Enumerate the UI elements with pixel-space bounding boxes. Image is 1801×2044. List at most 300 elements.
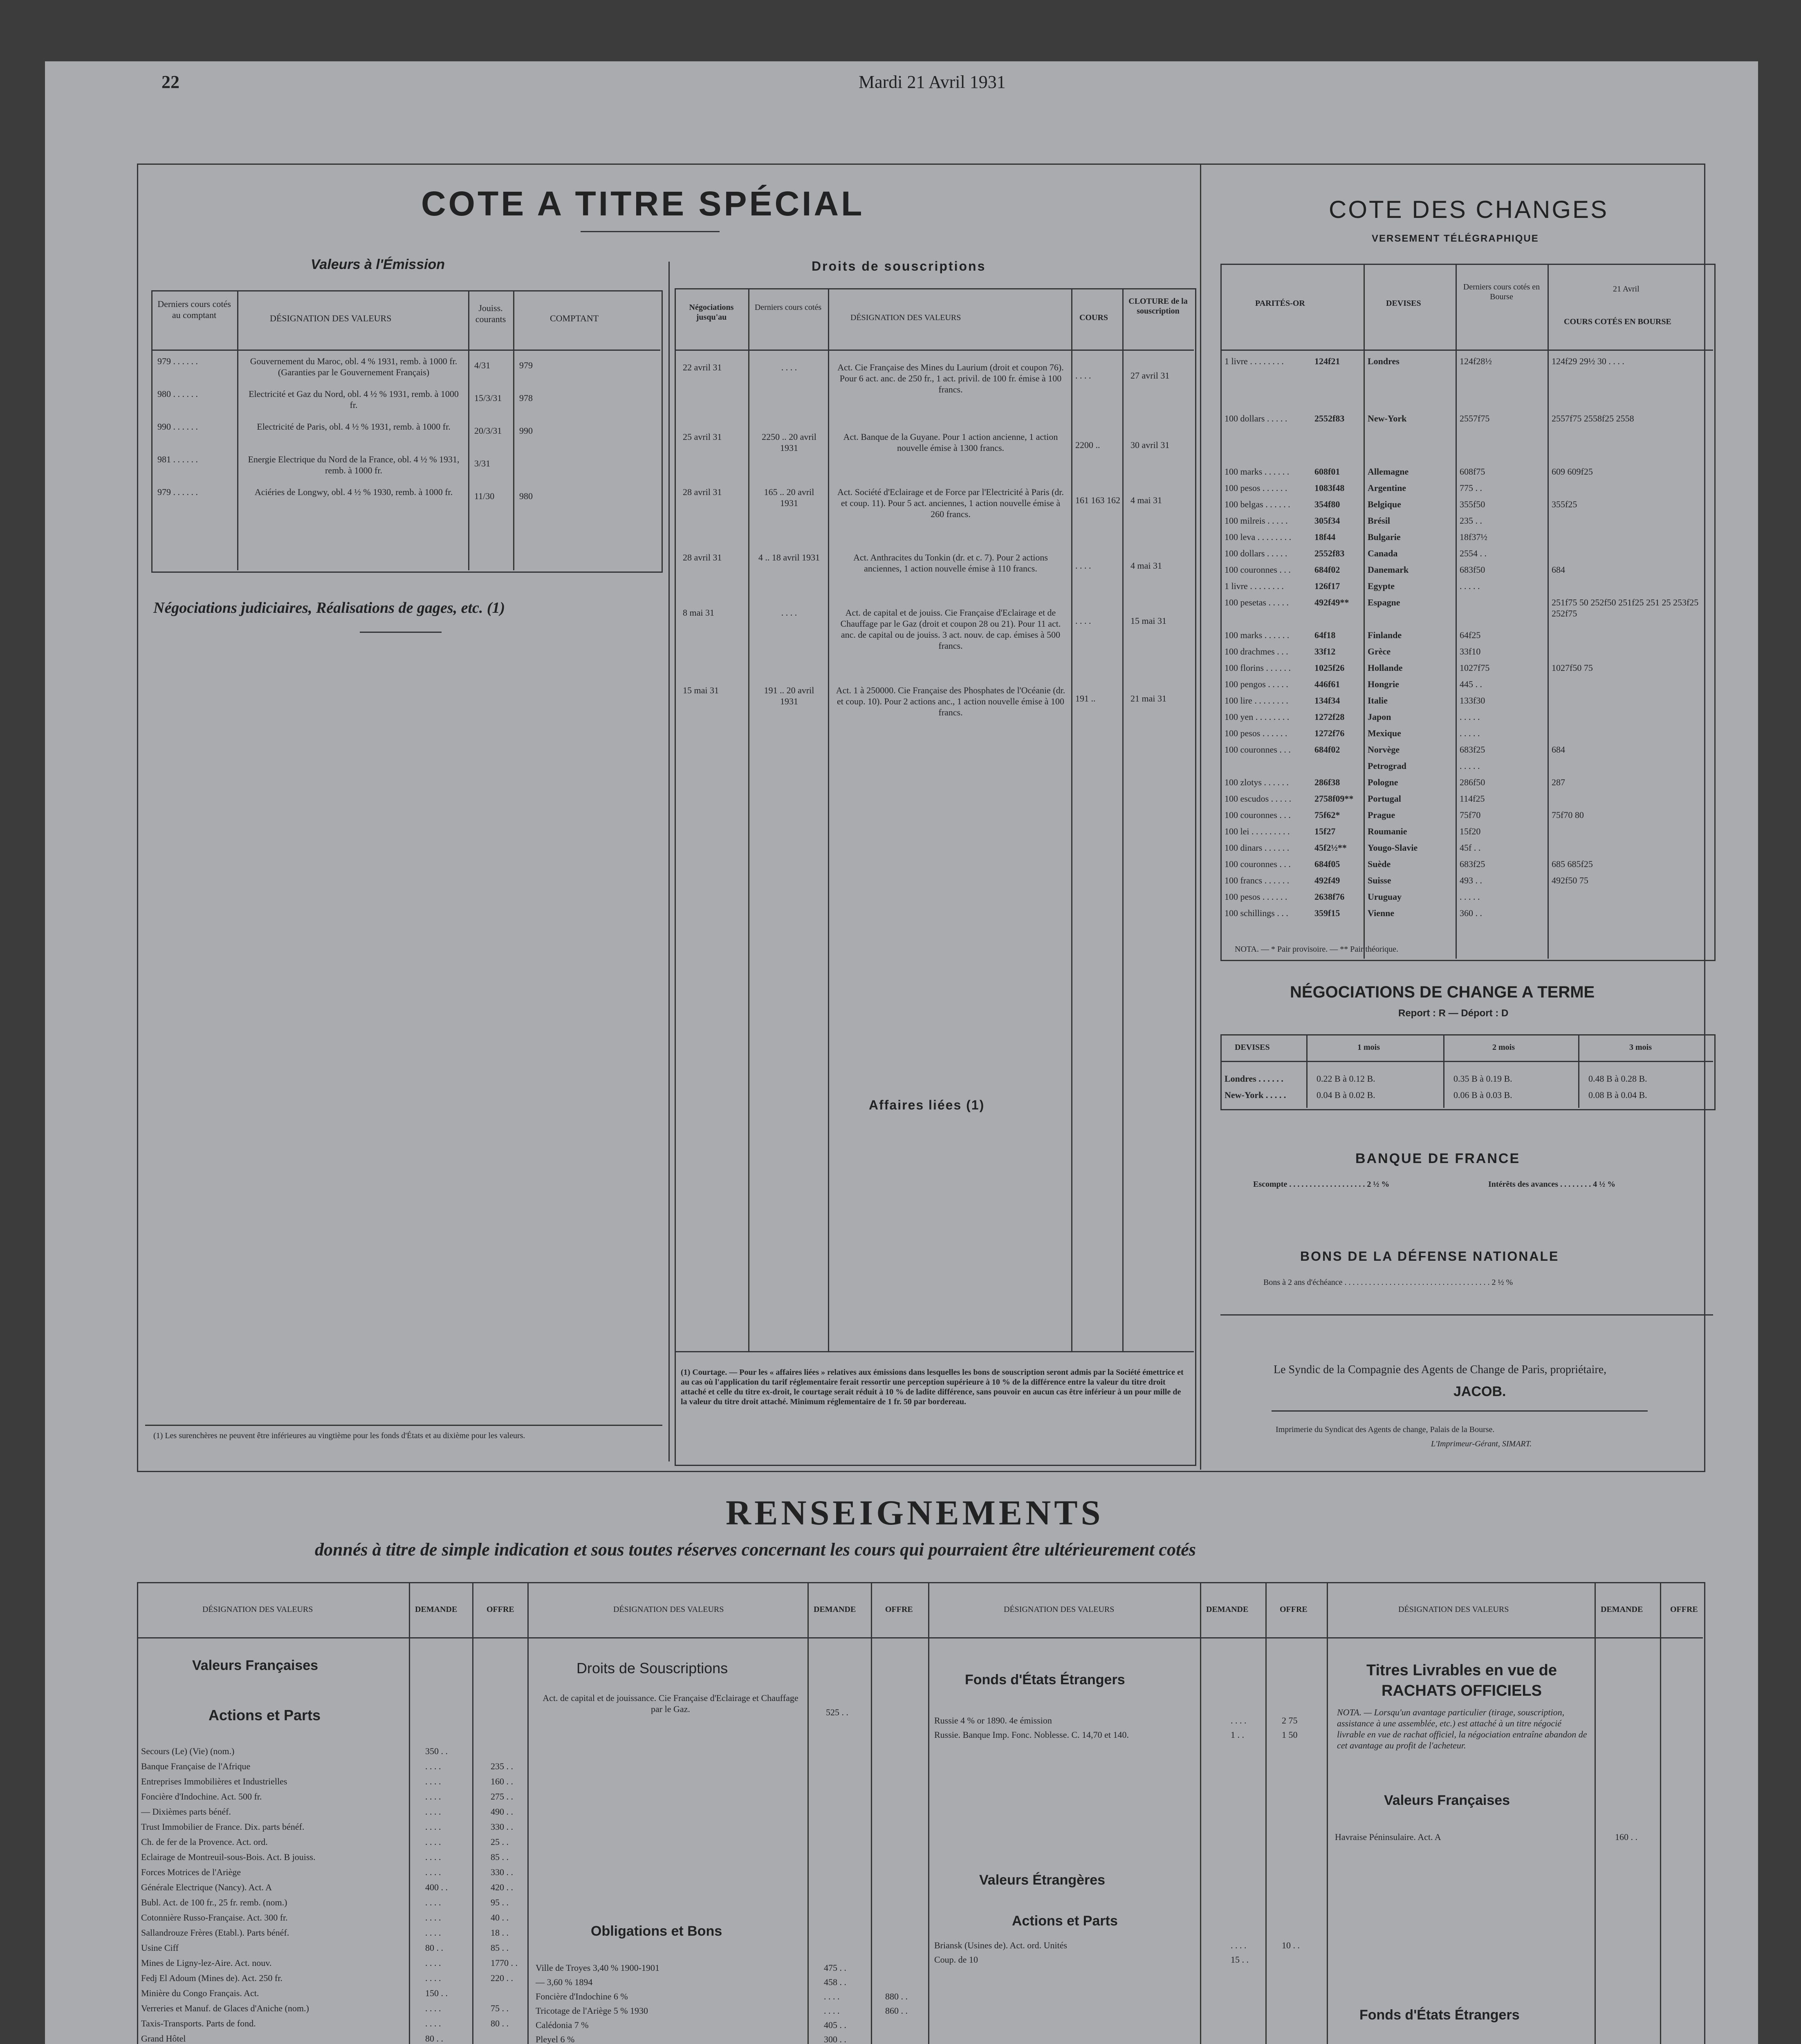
droits-footnote-rule — [675, 1351, 1194, 1352]
col2-row-demande: 475 . . — [824, 1963, 846, 1973]
col2-row-demande: . . . . — [824, 1991, 840, 2001]
col1-row-demande: 80 . . — [425, 1943, 443, 1953]
changes-dernier: 683f50 — [1460, 565, 1485, 575]
changes-parite: 100 dinars . . . . . . — [1225, 843, 1290, 853]
col1-row-offre: 160 . . — [491, 1776, 513, 1786]
col1-row-name: Foncière d'Indochine. Act. 500 fr. — [141, 1791, 262, 1802]
rens-col-demande: DEMANDE — [1601, 1605, 1643, 1614]
col2-row-demande: 300 . . — [824, 2034, 846, 2044]
terme-col-rule — [1306, 1034, 1308, 1108]
divider-droits — [668, 262, 670, 1461]
renseignements-table — [137, 1582, 1705, 2044]
col1-row-name: Ch. de fer de la Provence. Act. ord. — [141, 1837, 268, 1847]
changes-parite: 100 couronnes . . . — [1225, 565, 1291, 575]
syndic-text: Le Syndic de la Compagnie des Agents de Change de Paris, propriétaire, — [1274, 1363, 1607, 1376]
col-rule — [409, 1582, 410, 2044]
changes-dernier: 75f70 — [1460, 810, 1481, 820]
changes-col-rule — [1364, 264, 1365, 959]
changes-or: 359f15 — [1314, 908, 1340, 918]
terme-col-devises: DEVISES — [1235, 1043, 1270, 1052]
changes-devise: Mexique — [1368, 728, 1401, 738]
rens-col-designation: DÉSIGNATION DES VALEURS — [202, 1605, 313, 1614]
col2-row-offre: 860 . . — [885, 2006, 908, 2016]
col3-row-name: Briansk (Usines de). Act. ord. Unités — [934, 1940, 1068, 1950]
changes-devise: New-York — [1368, 413, 1407, 424]
imprimerie-rule — [1272, 1410, 1648, 1412]
terme-m2: 0.06 B à 0.03 B. — [1453, 1090, 1512, 1100]
droits-cours: . . . . — [1075, 560, 1091, 571]
changes-devise: Portugal — [1368, 793, 1401, 804]
changes-dernier: . . . . . — [1460, 712, 1480, 722]
col4-row1-name: Havraise Péninsulaire. Act. A — [1335, 1832, 1441, 1842]
changes-parite: 100 lei . . . . . . . . . — [1225, 826, 1290, 836]
col1-row-demande: 80 . . — [425, 2033, 443, 2044]
changes-dernier: 18f37½ — [1460, 532, 1487, 542]
changes-devise: Belgique — [1368, 499, 1401, 509]
droits-derniers: . . . . — [781, 607, 797, 618]
terme-m1: 0.22 B à 0.12 B. — [1317, 1074, 1375, 1084]
col4-titres-livrables: Titres Livrables en vue de — [1366, 1662, 1557, 1679]
changes-or: 64f18 — [1314, 630, 1336, 640]
col4-fonds-etrangers: Fonds d'États Étrangers — [1359, 2007, 1520, 2023]
changes-devise: Japon — [1368, 712, 1391, 722]
col-cours-bourse: COURS COTÉS EN BOURSE — [1564, 317, 1671, 326]
changes-parite: 100 couronnes . . . — [1225, 744, 1291, 755]
col1-row-name: Mines de Ligny-lez-Aire. Act. nouv. — [141, 1958, 272, 1968]
changes-devise: Canada — [1368, 548, 1398, 558]
changes-devise: Yougo-Slavie — [1368, 843, 1418, 853]
changes-parite: 100 francs . . . . . . — [1225, 875, 1290, 885]
col2-obligations-heading: Obligations et Bons — [591, 1923, 722, 1939]
changes-devise: Petrograd — [1368, 761, 1406, 771]
bons-defense-line: Bons à 2 ans d'échéance . . . . . . . . . . . . . . . . . . . . . . . . . . . . . . . . . . . . 2 ½ % — [1263, 1278, 1513, 1287]
changes-parite: 100 milreis . . . . . — [1225, 515, 1288, 526]
emission-designation: Electricité et Gaz du Nord, obl. 4 ½ % 1931, remb. à 1000 fr. — [249, 389, 459, 410]
changes-or: 1272f28 — [1314, 712, 1345, 722]
col1-row-name: Grand Hôtel — [141, 2033, 186, 2044]
terme-col-rule — [1443, 1034, 1444, 1108]
col2-droits-heading: Droits de Souscriptions — [576, 1660, 728, 1676]
changes-dernier: 683f25 — [1460, 859, 1485, 869]
col-nego: Négociations jusqu'au — [689, 303, 734, 322]
emission-designation: Electricité de Paris, obl. 4 ½ % 1931, remb. à 1000 fr. — [257, 421, 451, 432]
changes-or: 15f27 — [1314, 826, 1336, 836]
col1-actions-parts: Actions et Parts — [209, 1707, 321, 1724]
emission-jouiss: 4/31 — [474, 360, 491, 370]
changes-devise: Suisse — [1368, 875, 1391, 885]
col1-row-demande: 150 . . — [425, 1988, 448, 1998]
emission-col-rule — [468, 290, 469, 570]
changes-or: 1025f26 — [1314, 663, 1345, 673]
imprimeur-gerant: L'Imprimeur-Gérant, SIMART. — [1431, 1439, 1532, 1448]
droits-derniers: 4 .. 18 avril 1931 — [758, 552, 820, 563]
col1-row-demande: . . . . — [425, 1776, 441, 1786]
droits-designation: Act. de capital et de jouiss. Cie Française d'Eclairage et de Chauffage par le Gaz (droit et coupon 28 ou 21). Pour 11 act. anc. de capital ou de jouiss. 3 act. nouv. de cap. émises à 500 francs. — [840, 607, 1061, 651]
cote-titre-special-title: COTE A TITRE SPÉCIAL — [421, 184, 865, 223]
col-parites: PARITÉS-OR — [1255, 299, 1305, 308]
emission-designation: Energie Electrique du Nord de la France, obl. 4 ½ % 1931, remb. à 1000 fr. — [248, 454, 460, 475]
col1-row-demande: . . . . — [425, 1822, 441, 1832]
changes-devise: Suède — [1368, 859, 1391, 869]
droits-cours: . . . . — [1075, 370, 1091, 381]
changes-col-rule — [1548, 264, 1549, 959]
changes-dernier: 2554 . . — [1460, 548, 1487, 558]
changes-or: 75f62* — [1314, 810, 1340, 820]
droits-date: 8 mai 31 — [683, 607, 714, 618]
terme-m3: 0.48 B à 0.28 B. — [1588, 1074, 1647, 1084]
changes-parite: 100 pesos . . . . . . — [1225, 728, 1287, 738]
droits-col-rule — [748, 288, 749, 1351]
col1-row-demande: . . . . — [425, 1852, 441, 1862]
changes-or: 305f34 — [1314, 515, 1340, 526]
changes-devise: Argentine — [1368, 483, 1406, 493]
changes-dernier: 445 . . — [1460, 679, 1482, 689]
changes-devise: Grèce — [1368, 646, 1391, 657]
col3-row-offre: 2 75 — [1282, 1715, 1298, 1726]
changes-devise: Pologne — [1368, 777, 1398, 787]
col1-row-name: Bubl. Act. de 100 fr., 25 fr. remb. (nom.) — [141, 1897, 287, 1907]
col3-row-demande: 15 . . — [1231, 1954, 1249, 1965]
col2-row-demande: 405 . . — [824, 2020, 846, 2030]
changes-cours: 685 685f25 — [1552, 859, 1593, 869]
col3-row-name: Russie 4 % or 1890. 4e émission — [934, 1715, 1052, 1726]
col1-row-name: Cotonnière Russo-Française. Act. 300 fr. — [141, 1912, 288, 1923]
emission-dernier: 990 . . . . . . — [157, 421, 198, 432]
col1-row-name: Verreries et Manuf. de Glaces d'Aniche (nom.) — [141, 2003, 309, 2013]
col-rule — [807, 1582, 809, 2044]
col4-row1-demande: 160 . . — [1615, 1832, 1637, 1842]
changes-or: 45f2½** — [1314, 843, 1347, 853]
col4-nota: NOTA. — Lorsqu'un avantage particulier (tirage, souscription, assistance à une assemblée, etc.) est attaché à un titre négocié livrable en vue de rachat officiel, la négociation entraîne abandon de cet avantage au profit de l'acheteur. — [1337, 1707, 1587, 1750]
changes-header-rule — [1220, 350, 1713, 351]
droits-cloture: 15 mai 31 — [1130, 616, 1166, 626]
changes-devise: Egypte — [1368, 581, 1395, 591]
terme-header-rule — [1220, 1061, 1713, 1062]
changes-dernier: 286f50 — [1460, 777, 1485, 787]
col1-row-offre: 75 . . — [491, 2003, 509, 2013]
col1-row-demande: . . . . — [425, 1927, 441, 1938]
col-rule — [1595, 1582, 1596, 2044]
col1-valeurs-francaises: Valeurs Françaises — [192, 1658, 318, 1673]
changes-parite: 100 zlotys . . . . . . — [1225, 777, 1289, 787]
changes-parite: 100 couronnes . . . — [1225, 859, 1291, 869]
terme-col-3: 3 mois — [1629, 1043, 1652, 1052]
rens-col-offre: OFFRE — [487, 1605, 514, 1614]
col-designation-droits: DÉSIGNATION DES VALEURS — [850, 313, 961, 322]
bons-defense-title: BONS DE LA DÉFENSE NATIONALE — [1300, 1249, 1559, 1264]
changes-dernier: 133f30 — [1460, 695, 1485, 706]
droits-derniers: 191 .. 20 avril 1931 — [764, 685, 814, 706]
droits-designation: Act. Banque de la Guyane. Pour 1 action ancienne, 1 action nouvelle émise à 1300 francs. — [843, 432, 1058, 453]
changes-devise: Hongrie — [1368, 679, 1399, 689]
changes-or: 1272f76 — [1314, 728, 1345, 738]
changes-note: NOTA. — * Pair provisoire. — ** Pair théorique. — [1235, 945, 1398, 954]
changes-or: 286f38 — [1314, 777, 1340, 787]
negociations-judiciaires: Négociations judiciaires, Réalisations de gages, etc. (1) — [153, 599, 505, 616]
emission-col-rule — [513, 290, 514, 570]
changes-dernier: 45f . . — [1460, 843, 1481, 853]
changes-dernier: . . . . . — [1460, 892, 1480, 902]
col1-row-demande: . . . . — [425, 2018, 441, 2028]
emission-comptant: 990 — [519, 426, 533, 436]
changes-parite: 100 marks . . . . . . — [1225, 630, 1290, 640]
syndic-rule — [1220, 1314, 1713, 1316]
droits-col-rule — [1122, 288, 1124, 1351]
changes-dernier: 15f20 — [1460, 826, 1481, 836]
changes-dernier: 33f10 — [1460, 646, 1481, 657]
col2-row-name: — 3,60 % 1894 — [536, 1977, 593, 1987]
droits-cloture: 21 mai 31 — [1130, 693, 1166, 704]
emission-jouiss: 15/3/31 — [474, 393, 502, 403]
changes-dernier: 64f25 — [1460, 630, 1481, 640]
changes-cours: 287 — [1552, 777, 1565, 787]
droits-designation: Act. 1 à 250000. Cie Française des Phosphates de l'Océanie (dr. et coup. 10). Pour 2 actions anc., 1 action nouvelle émise à 100 francs. — [836, 685, 1065, 717]
changes-parite: 100 pesos . . . . . . — [1225, 483, 1287, 493]
changes-parite: 100 schillings . . . — [1225, 908, 1288, 918]
changes-dernier: 235 . . — [1460, 515, 1482, 526]
droits-cours: 2200 .. — [1075, 440, 1100, 450]
changes-or: 2552f83 — [1314, 548, 1345, 558]
droits-date: 22 avril 31 — [683, 362, 722, 372]
changes-devise: Finlande — [1368, 630, 1402, 640]
col1-row-demande: . . . . — [425, 1791, 441, 1802]
changes-dernier: 493 . . — [1460, 875, 1482, 885]
changes-parite: 100 leva . . . . . . . . — [1225, 532, 1292, 542]
col1-row-offre: 235 . . — [491, 1761, 513, 1771]
divider-changes — [1200, 164, 1201, 1470]
changes-devise: Uruguay — [1368, 892, 1402, 902]
col1-row-name: Trust Immobilier de France. Dix. parts bénéf. — [141, 1822, 305, 1832]
col-rule — [871, 1582, 872, 2044]
col1-row-offre: 40 . . — [491, 1912, 509, 1923]
footnote-left: (1) Les surenchères ne peuvent être inférieures au vingtième pour les fonds d'États et au dixième pour les valeurs. — [153, 1431, 525, 1440]
droits-date: 28 avril 31 — [683, 552, 722, 563]
terme-m1: 0.04 B à 0.02 B. — [1317, 1090, 1375, 1100]
terme-devise: New-York . . . . . — [1225, 1090, 1286, 1100]
changes-devise: Brésil — [1368, 515, 1390, 526]
col-designation: DÉSIGNATION DES VALEURS — [270, 313, 392, 323]
changes-parite: 100 yen . . . . . . . . — [1225, 712, 1290, 722]
droits-cloture: 27 avril 31 — [1130, 370, 1170, 381]
rens-col-offre: OFFRE — [1280, 1605, 1308, 1614]
col-rule — [1265, 1582, 1267, 2044]
rens-col-offre: OFFRE — [1670, 1605, 1698, 1614]
col-derniers-cours: Derniers cours cotés au comptant — [157, 299, 231, 320]
rens-col-offre: OFFRE — [885, 1605, 913, 1614]
col1-row-demande: . . . . — [425, 2003, 441, 2013]
changes-parite: 100 escudos . . . . . — [1225, 793, 1292, 804]
col1-row-demande: . . . . — [425, 1806, 441, 1817]
emission-dernier: 979 . . . . . . — [157, 356, 198, 366]
changes-cours: 684 — [1552, 565, 1565, 575]
renseignements-title: RENSEIGNEMENTS — [726, 1493, 1104, 1532]
changes-parite: 100 pesos . . . . . . — [1225, 892, 1287, 902]
col1-row-demande: . . . . — [425, 1897, 441, 1907]
col1-row-name: Fedj El Adoum (Mines de). Act. 250 fr. — [141, 1973, 283, 1983]
changes-or: 33f12 — [1314, 646, 1336, 657]
col3-row-offre: 1 50 — [1282, 1730, 1298, 1740]
emission-dernier: 979 . . . . . . — [157, 487, 198, 497]
changes-cours: 355f25 — [1552, 499, 1577, 509]
changes-or: 684f05 — [1314, 859, 1340, 869]
banque-avances: Intérêts des avances . . . . . . . . 4 ½ % — [1488, 1180, 1616, 1189]
changes-dernier: 124f28½ — [1460, 356, 1492, 366]
emission-dernier: 980 . . . . . . — [157, 389, 198, 399]
col1-row-name: Minière du Congo Français. Act. — [141, 1988, 259, 1998]
col4-valeurs-francaises: Valeurs Françaises — [1384, 1793, 1510, 1808]
droits-designation: Act. Anthracites du Tonkin (dr. et c. 7). Pour 2 actions anciennes, 1 action nouvelle émise à 110 francs. — [853, 552, 1048, 574]
section-rule — [360, 632, 442, 633]
changes-or: 2552f83 — [1314, 413, 1345, 424]
col1-row-offre: 85 . . — [491, 1943, 509, 1953]
changes-dernier: 114f25 — [1460, 793, 1485, 804]
imprimerie: Imprimerie du Syndicat des Agents de change, Palais de la Bourse. — [1276, 1425, 1495, 1434]
droits-col-rule — [1071, 288, 1072, 1351]
col1-row-name: Eclairage de Montreuil-sous-Bois. Act. B jouiss. — [141, 1852, 316, 1862]
page-date: Mardi 21 Avril 1931 — [859, 72, 1006, 92]
col-cloture: CLOTURE de la souscription — [1128, 297, 1188, 316]
col1-row-demande: 400 . . — [425, 1882, 448, 1892]
droits-date: 15 mai 31 — [683, 685, 719, 695]
emission-heading: Valeurs à l'Émission — [311, 257, 445, 272]
col-rule — [1200, 1582, 1201, 2044]
changes-devise: Prague — [1368, 810, 1395, 820]
col-devises: DEVISES — [1386, 299, 1421, 308]
col-rule — [1660, 1582, 1661, 2044]
changes-parite: 100 dollars . . . . . — [1225, 548, 1287, 558]
emission-comptant: 978 — [519, 393, 533, 403]
droits-date: 28 avril 31 — [683, 487, 722, 497]
emission-comptant: 979 — [519, 360, 533, 370]
col1-row-offre: 95 . . — [491, 1897, 509, 1907]
changes-cours: 492f50 75 — [1552, 875, 1588, 885]
col1-row-demande: . . . . — [425, 1973, 441, 1983]
emission-jouiss: 20/3/31 — [474, 426, 502, 436]
col1-row-name: — Dixièmes parts bénéf. — [141, 1806, 231, 1817]
changes-or: 492f49** — [1314, 597, 1349, 607]
changes-or: 124f21 — [1314, 356, 1340, 366]
changes-dernier: 683f25 — [1460, 744, 1485, 755]
col1-row-name: Entreprises Immobilières et Industrielles — [141, 1776, 287, 1786]
rens-col-designation: DÉSIGNATION DES VALEURS — [1398, 1605, 1509, 1614]
changes-dernier: 360 . . — [1460, 908, 1482, 918]
col1-row-offre: 330 . . — [491, 1822, 513, 1832]
col3-fonds-heading: Fonds d'États Étrangers — [965, 1672, 1125, 1688]
versement-subtitle: VERSEMENT TÉLÉGRAPHIQUE — [1372, 233, 1539, 244]
affaires-liees: Affaires liées (1) — [869, 1098, 985, 1112]
emission-comptant: 980 — [519, 491, 533, 501]
emission-col-rule — [237, 290, 238, 570]
changes-or: 492f49 — [1314, 875, 1340, 885]
col1-row-demande: . . . . — [425, 1912, 441, 1923]
col3-row-demande: 1 . . — [1231, 1730, 1244, 1740]
col-derniers-changes: Derniers cours cotés en Bourse — [1463, 282, 1540, 301]
emission-jouiss: 11/30 — [474, 491, 495, 501]
col1-row-demande: . . . . — [425, 1837, 441, 1847]
changes-parite: 100 drachmes . . . — [1225, 646, 1288, 657]
col2-row-demande: . . . . — [824, 2006, 840, 2016]
changes-or: 2638f76 — [1314, 892, 1345, 902]
changes-col-rule — [1456, 264, 1457, 959]
changes-cours: 124f29 29½ 30 . . . . — [1552, 356, 1624, 366]
col1-row-name: Secours (Le) (Vie) (nom.) — [141, 1746, 235, 1756]
col1-row-offre: 220 . . — [491, 1973, 513, 1983]
col2-row-name: Calédonia 7 % — [536, 2020, 589, 2030]
emission-dernier: 981 . . . . . . — [157, 454, 198, 464]
renseignements-header-rule — [137, 1637, 1703, 1638]
terme-m3: 0.08 B à 0.04 B. — [1588, 1090, 1647, 1100]
changes-or: 126f17 — [1314, 581, 1340, 591]
col1-row-offre: 25 . . — [491, 1837, 509, 1847]
changes-cours: 609 609f25 — [1552, 466, 1593, 477]
terme-col-rule — [1578, 1034, 1579, 1108]
col1-row-demande: . . . . — [425, 1958, 441, 1968]
col1-row-name: Sallandrouze Frères (Etabl.). Parts bénéf. — [141, 1927, 289, 1938]
col1-row-name: Banque Française de l'Afrique — [141, 1761, 251, 1771]
footnote-rule — [145, 1425, 662, 1426]
droits-derniers: 2250 .. 20 avril 1931 — [762, 432, 816, 453]
changes-or: 354f80 — [1314, 499, 1340, 509]
terme-m2: 0.35 B à 0.19 B. — [1453, 1074, 1512, 1084]
rens-col-demande: DEMANDE — [415, 1605, 458, 1614]
col1-row-demande: . . . . — [425, 1761, 441, 1771]
changes-cours: 2557f75 2558f25 2558 — [1552, 413, 1634, 424]
rens-col-demande: DEMANDE — [814, 1605, 856, 1614]
droits-derniers: . . . . — [781, 362, 797, 372]
droits-designation: Act. Cie Française des Mines du Laurium (droit et coupon 76). Pour 6 act. anc. de 250 fr., 1 act. privil. de 100 fr. émise à 100 francs. — [837, 362, 1064, 394]
title-rule — [581, 231, 720, 232]
emission-designation: Gouvernement du Maroc, obl. 4 % 1931, remb. à 1000 fr. (Garanties par le Gouvernement Français) — [250, 356, 458, 377]
col2-row-name: Ville de Troyes 3,40 % 1900-1901 — [536, 1963, 660, 1973]
col2-row-name: Tricotage de l'Ariège 5 % 1930 — [536, 2006, 648, 2016]
droits-cours: . . . . — [1075, 616, 1091, 626]
terme-devise: Londres . . . . . . — [1225, 1074, 1283, 1084]
changes-devise: Londres — [1368, 356, 1400, 366]
cote-changes-title: COTE DES CHANGES — [1329, 196, 1609, 223]
changes-or: 1083f48 — [1314, 483, 1345, 493]
droits-cloture: 4 mai 31 — [1130, 495, 1162, 505]
col1-row-name: Générale Electrique (Nancy). Act. A — [141, 1882, 272, 1892]
col1-row-demande: . . . . — [425, 1867, 441, 1877]
droits-cours: 191 .. — [1075, 693, 1096, 704]
col1-row-offre: 275 . . — [491, 1791, 513, 1802]
droits-designation: Act. Société d'Eclairage et de Force par l'Electricité à Paris (dr. et coup. 11). Pour 5 act. anciennes, 1 action nouvelle émise à 260 francs. — [837, 487, 1064, 519]
col1-row-offre: 18 . . — [491, 1927, 509, 1938]
col-rule — [472, 1582, 473, 2044]
changes-or: 684f02 — [1314, 744, 1340, 755]
col-rule — [928, 1582, 929, 2044]
changes-cours: 1027f50 75 — [1552, 663, 1593, 673]
changes-devise: Bulgarie — [1368, 532, 1401, 542]
changes-devise: Espagne — [1368, 597, 1400, 607]
banque-escompte: Escompte . . . . . . . . . . . . . . . . . . . 2 ½ % — [1253, 1180, 1390, 1189]
col3-actions-parts: Actions et Parts — [1012, 1913, 1118, 1929]
col1-row-name: Usine Ciff — [141, 1943, 179, 1953]
changes-parite: 1 livre . . . . . . . . — [1225, 356, 1284, 366]
col1-row-offre: 490 . . — [491, 1806, 513, 1817]
terme-col-2: 2 mois — [1492, 1043, 1515, 1052]
changes-dernier: 2557f75 — [1460, 413, 1490, 424]
changes-or: 2758f09** — [1314, 793, 1354, 804]
changes-devise: Vienne — [1368, 908, 1395, 918]
col3-row-offre: 10 . . — [1282, 1940, 1300, 1950]
col-rule — [527, 1582, 529, 2044]
col2-row-name: Foncière d'Indochine 6 % — [536, 1991, 628, 2001]
terme-col-1: 1 mois — [1357, 1043, 1380, 1052]
changes-devise: Danemark — [1368, 565, 1409, 575]
changes-devise: Roumanie — [1368, 826, 1407, 836]
page-number: 22 — [161, 72, 179, 92]
